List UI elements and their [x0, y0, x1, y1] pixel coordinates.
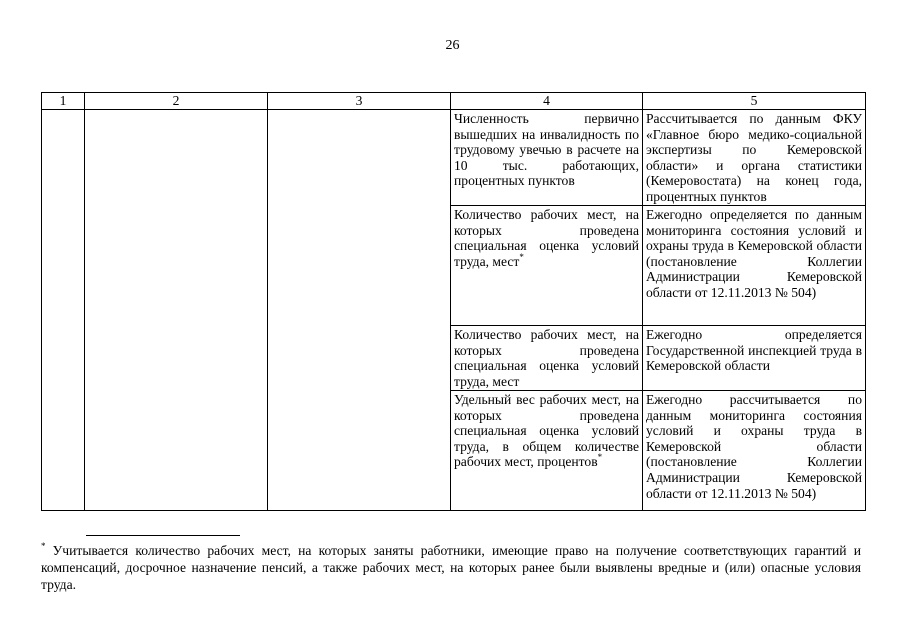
- source-cell: Ежегодно определяется Государственной инспекцией труда в Кемеровской области: [643, 326, 866, 391]
- table-row: [42, 110, 866, 206]
- column-header-4: 4: [451, 93, 643, 110]
- footnote-marker: *: [597, 452, 603, 463]
- footnote-marker: *: [519, 251, 524, 262]
- column-3-cell: [268, 110, 451, 511]
- indicator-text: Численность первично вышедших на инвалидность по трудовому увечью в расчете на 10 тыс. работающих, процентных пунктов: [454, 111, 639, 189]
- footnote: [41, 542, 861, 593]
- column-header-2: 2: [85, 93, 268, 110]
- footnote-marker: *: [41, 541, 46, 551]
- source-cell: Рассчитывается по данным ФКУ «Главное бюро медико-социальной экспертизы по Кемеровской области» и органа статистики (Кемеровостата) на конец года, процентных пунктов: [643, 110, 866, 206]
- indicator-cell: [451, 391, 643, 511]
- table-header-row: [42, 93, 866, 110]
- footnote-text: Учитывается количество рабочих мест, на которых заняты работники, имеющие право на получение соответствующих гарантий и компенсаций, досрочное назначение пенсий, а также рабочих мест, на которых ранее были выявлены вредные и (или) опасные условия труда.: [41, 543, 861, 592]
- source-cell: Ежегодно определяется по данным мониторинга состояния условий и охраны труда в Кемеровской области (постановление Коллегии Администрации Кемеровской области от 12.11.2013 № 504): [643, 206, 866, 326]
- indicator-text: Количество рабочих мест, на которых проведена специальная оценка условий труда, мест: [454, 327, 639, 389]
- column-2-cell: [85, 110, 268, 511]
- indicators-table: [41, 92, 866, 511]
- source-cell: Ежегодно рассчитывается по данным мониторинга состояния условий и охраны труда в Кемеровской области (постановление Коллегии Администрации Кемеровской области от 12.11.2013 № 504): [643, 391, 866, 511]
- indicator-cell: [451, 326, 643, 391]
- footnote-divider: [86, 535, 240, 536]
- indicator-text: Удельный вес рабочих мест, на которых проведена специальная оценка условий труда, в общем количестве рабочих мест, процентов: [454, 392, 639, 470]
- indicator-cell: [451, 110, 643, 206]
- indicator-text: Количество рабочих мест, на которых проведена специальная оценка условий труда, мест: [454, 207, 639, 269]
- column-header-5: 5: [643, 93, 866, 110]
- column-header-1: 1: [42, 93, 85, 110]
- column-1-cell: [42, 110, 85, 511]
- indicator-cell: [451, 206, 643, 326]
- page-number: 26: [445, 38, 460, 53]
- column-header-3: 3: [268, 93, 451, 110]
